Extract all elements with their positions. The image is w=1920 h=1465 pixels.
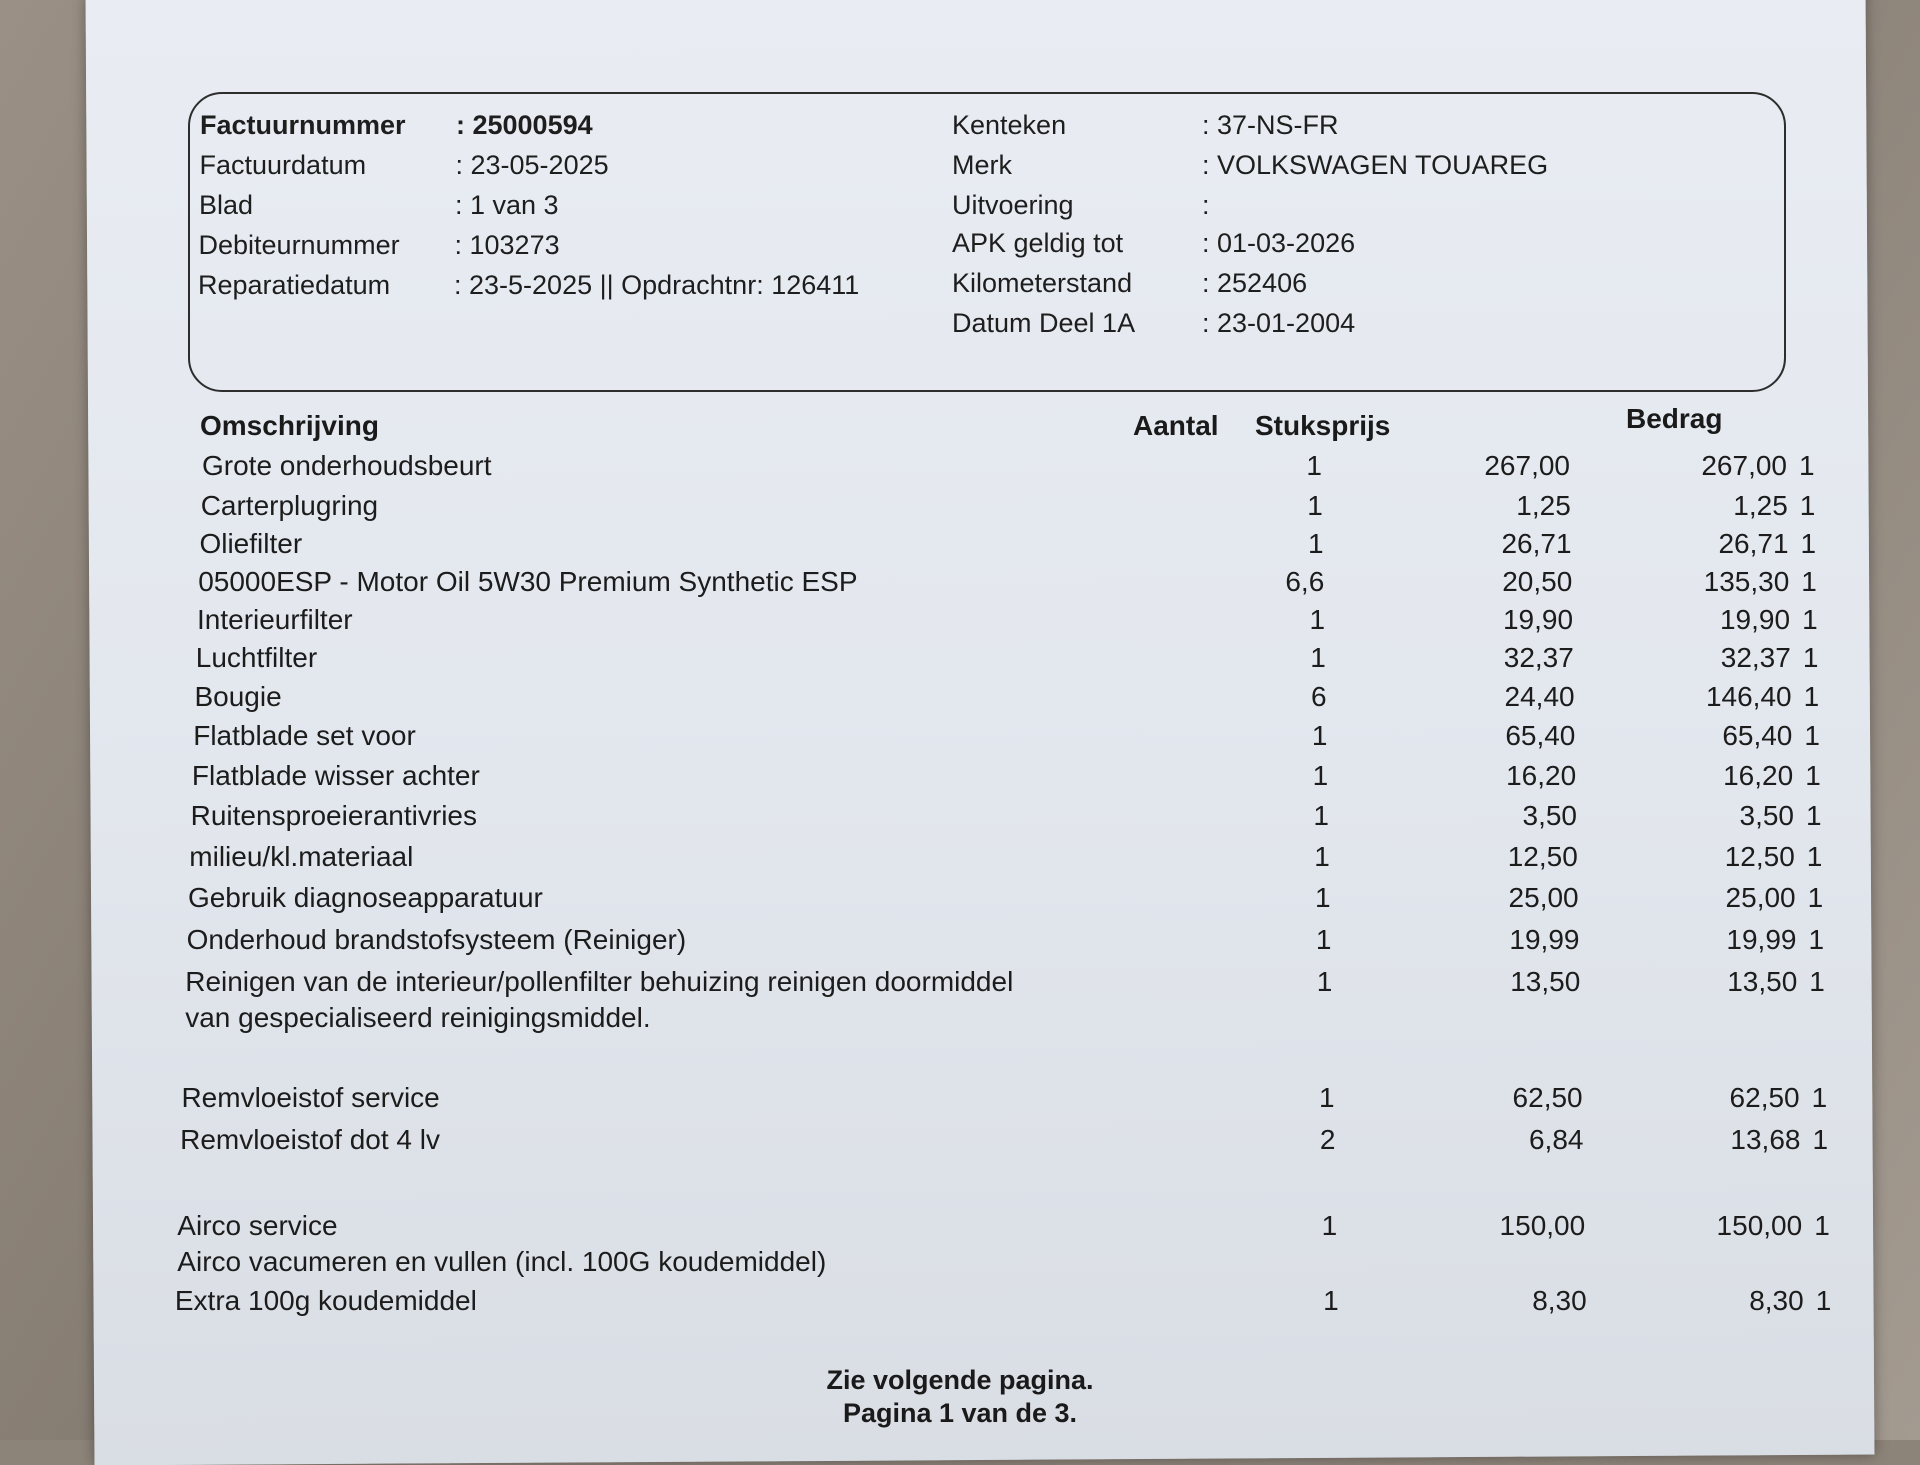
header-field-label: Datum Deel 1A bbox=[952, 308, 1136, 338]
line-item-unit-price: 150,00 bbox=[1499, 1210, 1586, 1241]
line-item-description: Flatblade set voor bbox=[193, 720, 416, 751]
line-item-quantity: 1 bbox=[1316, 966, 1333, 997]
header-field-label: APK geldig tot bbox=[952, 228, 1124, 258]
line-item-unit-price: 8,30 bbox=[1532, 1285, 1587, 1316]
line-item-description: Gebruik diagnoseapparatuur bbox=[187, 882, 543, 913]
line-item-quantity: 1 bbox=[1309, 604, 1326, 635]
line-item-unit-price: 267,00 bbox=[1484, 450, 1570, 481]
line-item-vat-code: 1 bbox=[1812, 1124, 1829, 1155]
line-item-vat-code: 1 bbox=[1799, 490, 1816, 521]
line-item-amount: 16,20 bbox=[1723, 760, 1794, 791]
header-field-value: : 1 van 3 bbox=[455, 190, 559, 220]
line-item-quantity: 1 bbox=[1307, 528, 1324, 559]
line-item-amount: 150,00 bbox=[1716, 1210, 1803, 1241]
header-field-value: : 37-NS-FR bbox=[1202, 110, 1339, 140]
line-item-description: Extra 100g koudemiddel bbox=[174, 1285, 477, 1316]
line-item bbox=[180, 1124, 1829, 1160]
line-item-amount: 19,90 bbox=[1719, 604, 1791, 635]
line-item-unit-price: 25,00 bbox=[1508, 882, 1579, 913]
line-item bbox=[199, 528, 1819, 564]
line-item-quantity: 1 bbox=[1314, 841, 1330, 872]
line-item bbox=[181, 1082, 1828, 1118]
line-item-quantity: 1 bbox=[1319, 1082, 1335, 1113]
line-item-vat-code: 1 bbox=[1811, 1082, 1828, 1113]
line-item-unit-price: 3,50 bbox=[1522, 800, 1577, 831]
line-item-amount: 62,50 bbox=[1729, 1082, 1800, 1113]
line-item bbox=[185, 966, 1825, 1033]
line-item-vat-code: 1 bbox=[1800, 528, 1817, 559]
line-item-vat-code: 1 bbox=[1805, 760, 1821, 791]
line-item-unit-price: 32,37 bbox=[1503, 642, 1574, 673]
line-item-vat-code: 1 bbox=[1804, 720, 1820, 751]
line-item bbox=[187, 882, 1824, 918]
line-item-amount: 135,30 bbox=[1703, 566, 1790, 597]
line-item bbox=[177, 1210, 1830, 1277]
line-item-amount: 65,40 bbox=[1722, 720, 1793, 751]
header-field-label: Kilometerstand bbox=[952, 268, 1133, 298]
line-item-amount: 12,50 bbox=[1724, 841, 1795, 872]
line-item-unit-price: 24,40 bbox=[1504, 681, 1575, 712]
line-item-quantity: 1 bbox=[1315, 924, 1332, 955]
header-field-label: Kenteken bbox=[952, 110, 1067, 140]
line-item-amount: 25,00 bbox=[1725, 882, 1796, 913]
line-item-vat-code: 1 bbox=[1807, 882, 1824, 913]
line-item-unit-price: 1,25 bbox=[1516, 490, 1571, 521]
line-item-amount: 267,00 bbox=[1701, 450, 1787, 481]
line-item-unit-price: 62,50 bbox=[1512, 1082, 1583, 1113]
line-item-quantity: 1 bbox=[1306, 450, 1322, 481]
line-item-unit-price: 26,71 bbox=[1501, 528, 1572, 559]
header-field-value: : 23-01-2004 bbox=[1202, 308, 1356, 338]
line-item bbox=[201, 490, 1821, 526]
line-item-description: Onderhoud brandstofsysteem (Reiniger) bbox=[186, 924, 687, 955]
header-field-value: : 23-05-2025 bbox=[455, 150, 609, 180]
line-item bbox=[186, 924, 1825, 960]
line-item-quantity: 1 bbox=[1310, 642, 1326, 673]
line-item-amount: 1,25 bbox=[1733, 490, 1788, 521]
line-item-vat-code: 1 bbox=[1801, 566, 1817, 597]
line-item-unit-price: 16,20 bbox=[1506, 760, 1577, 791]
line-item-vat-code: 1 bbox=[1802, 604, 1818, 635]
line-item-unit-price: 19,90 bbox=[1502, 604, 1574, 635]
column-header-amount: Bedrag bbox=[1626, 403, 1723, 434]
line-item-vat-code: 1 bbox=[1803, 681, 1820, 712]
line-item-description: Remvloeistof dot 4 lv bbox=[180, 1124, 440, 1155]
line-item-description: Grote onderhoudsbeurt bbox=[202, 450, 492, 481]
line-item-vat-code: 1 bbox=[1809, 966, 1825, 997]
column-header-unit-price: Stuksprijs bbox=[1255, 410, 1391, 441]
header-field-value: : 103273 bbox=[454, 230, 560, 260]
header-field-value: : 25000594 bbox=[456, 110, 593, 140]
line-item-vat-code: 1 bbox=[1802, 642, 1819, 673]
line-item-description: Flatblade wisser achter bbox=[191, 760, 480, 791]
header-field-value: : 252406 bbox=[1202, 268, 1308, 298]
line-item-description: Ruitensproeierantivries bbox=[190, 800, 477, 831]
line-item bbox=[197, 604, 1817, 640]
header-field-label: Merk bbox=[952, 150, 1012, 180]
line-item-unit-price: 6,84 bbox=[1528, 1124, 1584, 1155]
column-header-description: Omschrijving bbox=[200, 410, 379, 441]
header-field-label: Blad bbox=[199, 190, 254, 220]
line-item-vat-code: 1 bbox=[1799, 450, 1815, 481]
header-field-label: Factuurdatum bbox=[199, 150, 367, 180]
line-item-quantity: 1 bbox=[1307, 490, 1323, 521]
line-item bbox=[190, 800, 1822, 836]
line-item-quantity: 1 bbox=[1311, 720, 1328, 751]
footer-next-page: Zie volgende pagina. bbox=[826, 1365, 1094, 1395]
line-item bbox=[191, 760, 1821, 796]
line-item-amount: 146,40 bbox=[1705, 681, 1792, 712]
line-item-quantity: 1 bbox=[1323, 1285, 1339, 1316]
line-item-description: Oliefilter bbox=[199, 528, 303, 559]
line-item-quantity: 6,6 bbox=[1285, 566, 1325, 597]
line-item-description: Bougie bbox=[194, 681, 282, 712]
header-field-label: Reparatiedatum bbox=[198, 270, 391, 300]
line-item-description: 05000ESP - Motor Oil 5W30 Premium Synthetic ESP bbox=[198, 566, 858, 597]
line-item-unit-price: 20,50 bbox=[1502, 566, 1573, 597]
line-item-description: Carterplugring bbox=[200, 490, 379, 521]
line-item-description-continued: van gespecialiseerd reinigingsmiddel. bbox=[185, 1002, 651, 1033]
line-item-description: Interieurfilter bbox=[196, 604, 353, 635]
footer-page-number: Pagina 1 van de 3. bbox=[842, 1398, 1078, 1428]
line-item-amount: 3,50 bbox=[1739, 800, 1794, 831]
line-item-vat-code: 1 bbox=[1814, 1210, 1830, 1241]
line-item-description: Remvloeistof service bbox=[181, 1082, 440, 1113]
line-item-quantity: 6 bbox=[1311, 681, 1327, 712]
line-item-amount: 26,71 bbox=[1718, 528, 1789, 559]
line-item-vat-code: 1 bbox=[1806, 841, 1823, 872]
header-field-label: Factuurnummer bbox=[200, 110, 406, 140]
line-item-quantity: 1 bbox=[1321, 1210, 1338, 1241]
line-item bbox=[194, 681, 1820, 717]
line-item-unit-price: 13,50 bbox=[1510, 966, 1581, 997]
line-item-unit-price: 19,99 bbox=[1509, 924, 1580, 955]
line-item bbox=[189, 841, 1823, 877]
header-field-label: Uitvoering bbox=[952, 190, 1074, 220]
line-item-description: milieu/kl.materiaal bbox=[189, 841, 414, 872]
line-item-amount: 13,68 bbox=[1730, 1124, 1801, 1155]
header-field-value: : bbox=[1202, 190, 1210, 220]
line-item bbox=[202, 450, 1822, 486]
line-item bbox=[193, 720, 1820, 756]
line-item-amount: 8,30 bbox=[1749, 1285, 1804, 1316]
header-field-value: : 01-03-2026 bbox=[1202, 228, 1356, 258]
line-item-unit-price: 12,50 bbox=[1507, 841, 1578, 872]
line-item-amount: 13,50 bbox=[1727, 966, 1798, 997]
line-item-description-continued: Airco vacumeren en vullen (incl. 100G koudemiddel) bbox=[177, 1246, 827, 1277]
line-item bbox=[174, 1285, 1832, 1321]
line-item-quantity: 1 bbox=[1313, 800, 1329, 831]
line-item-description: Airco service bbox=[177, 1210, 338, 1241]
line-item-vat-code: 1 bbox=[1815, 1285, 1832, 1316]
line-item-amount: 32,37 bbox=[1720, 642, 1791, 673]
line-item bbox=[198, 566, 1818, 602]
line-item-quantity: 1 bbox=[1312, 760, 1329, 791]
line-item bbox=[195, 642, 1819, 678]
line-item-vat-code: 1 bbox=[1808, 924, 1825, 955]
column-header-quantity: Aantal bbox=[1133, 410, 1219, 441]
line-item-quantity: 2 bbox=[1319, 1124, 1336, 1155]
line-item-quantity: 1 bbox=[1315, 882, 1331, 913]
line-item-vat-code: 1 bbox=[1806, 800, 1822, 831]
header-field-value: : VOLKSWAGEN TOUAREG bbox=[1202, 150, 1549, 180]
header-field-label: Debiteurnummer bbox=[198, 230, 400, 260]
line-item-description: Reinigen van de interieur/pollenfilter behuizing reinigen doormiddel bbox=[185, 966, 1014, 997]
line-item-unit-price: 65,40 bbox=[1505, 720, 1576, 751]
line-item-amount: 19,99 bbox=[1726, 924, 1797, 955]
line-item-description: Luchtfilter bbox=[195, 642, 318, 673]
header-field-value: : 23-5-2025 || Opdrachtnr: 126411 bbox=[454, 270, 860, 300]
